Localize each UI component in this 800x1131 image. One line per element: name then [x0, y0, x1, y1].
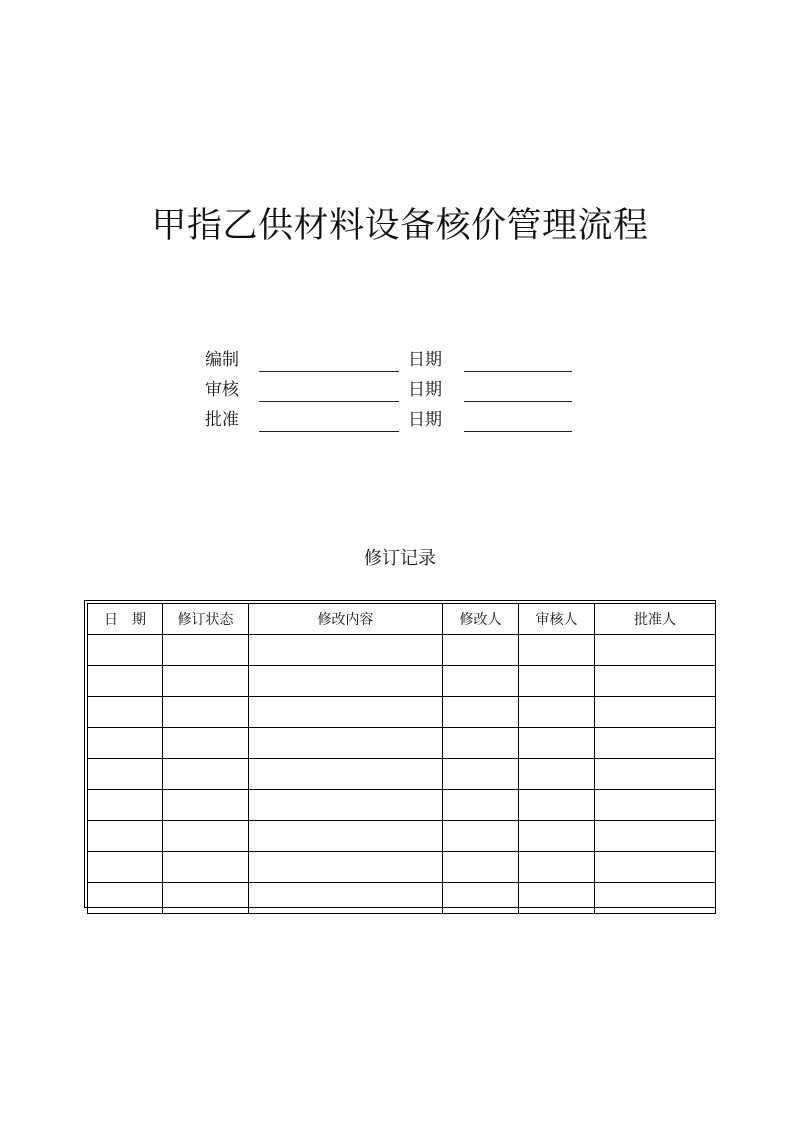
table-cell [595, 635, 716, 666]
column-header-change-content: 修改内容 [249, 604, 443, 635]
table-cell [519, 852, 595, 883]
table-cell [249, 759, 443, 790]
date-label: 日期 [408, 410, 442, 430]
document-title: 甲指乙供材料设备核价管理流程 [151, 206, 649, 246]
date-line [464, 371, 572, 372]
table-cell [519, 697, 595, 728]
table-cell [443, 728, 519, 759]
date-line [464, 401, 572, 402]
table-cell [163, 883, 249, 914]
table-cell [249, 790, 443, 821]
table-cell [88, 728, 163, 759]
table-cell [88, 883, 163, 914]
signature-line [259, 371, 399, 372]
table-cell [163, 821, 249, 852]
table-cell [595, 852, 716, 883]
table-cell [595, 759, 716, 790]
table-row [88, 790, 716, 821]
table-cell [163, 759, 249, 790]
table-cell [163, 635, 249, 666]
table-row [88, 635, 716, 666]
revision-table [87, 603, 716, 914]
signoff-block [205, 344, 585, 434]
signoff-label: 批准 [205, 410, 239, 430]
table-cell [443, 759, 519, 790]
revision-table-body [88, 635, 716, 914]
table-cell [595, 821, 716, 852]
table-cell [88, 852, 163, 883]
table-cell [443, 697, 519, 728]
table-cell [88, 759, 163, 790]
table-cell [249, 883, 443, 914]
column-header-reviewed-by: 审核人 [519, 604, 595, 635]
table-row [88, 666, 716, 697]
table-cell [519, 635, 595, 666]
table-cell [443, 852, 519, 883]
date-label: 日期 [408, 380, 442, 400]
table-cell [595, 666, 716, 697]
table-row [88, 728, 716, 759]
table-cell [163, 697, 249, 728]
signoff-row-approved [205, 404, 585, 434]
table-cell [519, 883, 595, 914]
table-cell [249, 635, 443, 666]
table-cell [443, 790, 519, 821]
column-header-modified-by: 修改人 [443, 604, 519, 635]
table-cell [595, 697, 716, 728]
signature-line [259, 401, 399, 402]
table-cell [88, 697, 163, 728]
table-cell [249, 852, 443, 883]
table-cell [519, 790, 595, 821]
table-cell [519, 821, 595, 852]
table-row [88, 883, 716, 914]
revision-record-heading: 修订记录 [364, 548, 436, 569]
table-cell [519, 759, 595, 790]
table-cell [163, 790, 249, 821]
table-cell [88, 666, 163, 697]
table-cell [443, 666, 519, 697]
table-cell [519, 666, 595, 697]
table-cell [443, 883, 519, 914]
signoff-label: 编制 [205, 350, 239, 370]
date-line [464, 431, 572, 432]
table-cell [249, 666, 443, 697]
signoff-row-prepared [205, 344, 585, 374]
revision-table-header-row [88, 604, 716, 635]
column-header-date: 日 期 [88, 604, 163, 635]
table-row [88, 759, 716, 790]
signature-line [259, 431, 399, 432]
table-cell [595, 790, 716, 821]
column-header-approved-by: 批准人 [595, 604, 716, 635]
table-cell [163, 666, 249, 697]
table-cell [88, 821, 163, 852]
revision-table-frame [84, 600, 716, 908]
table-cell [163, 852, 249, 883]
table-row [88, 697, 716, 728]
table-cell [443, 821, 519, 852]
table-row [88, 852, 716, 883]
signoff-row-reviewed [205, 374, 585, 404]
date-label: 日期 [408, 350, 442, 370]
table-cell [595, 883, 716, 914]
signoff-label: 审核 [205, 380, 239, 400]
table-cell [249, 728, 443, 759]
table-cell [519, 728, 595, 759]
table-cell [249, 821, 443, 852]
table-row [88, 821, 716, 852]
table-cell [249, 697, 443, 728]
table-cell [88, 790, 163, 821]
table-cell [443, 635, 519, 666]
table-cell [88, 635, 163, 666]
table-cell [595, 728, 716, 759]
column-header-revision-status: 修订状态 [163, 604, 249, 635]
table-cell [163, 728, 249, 759]
